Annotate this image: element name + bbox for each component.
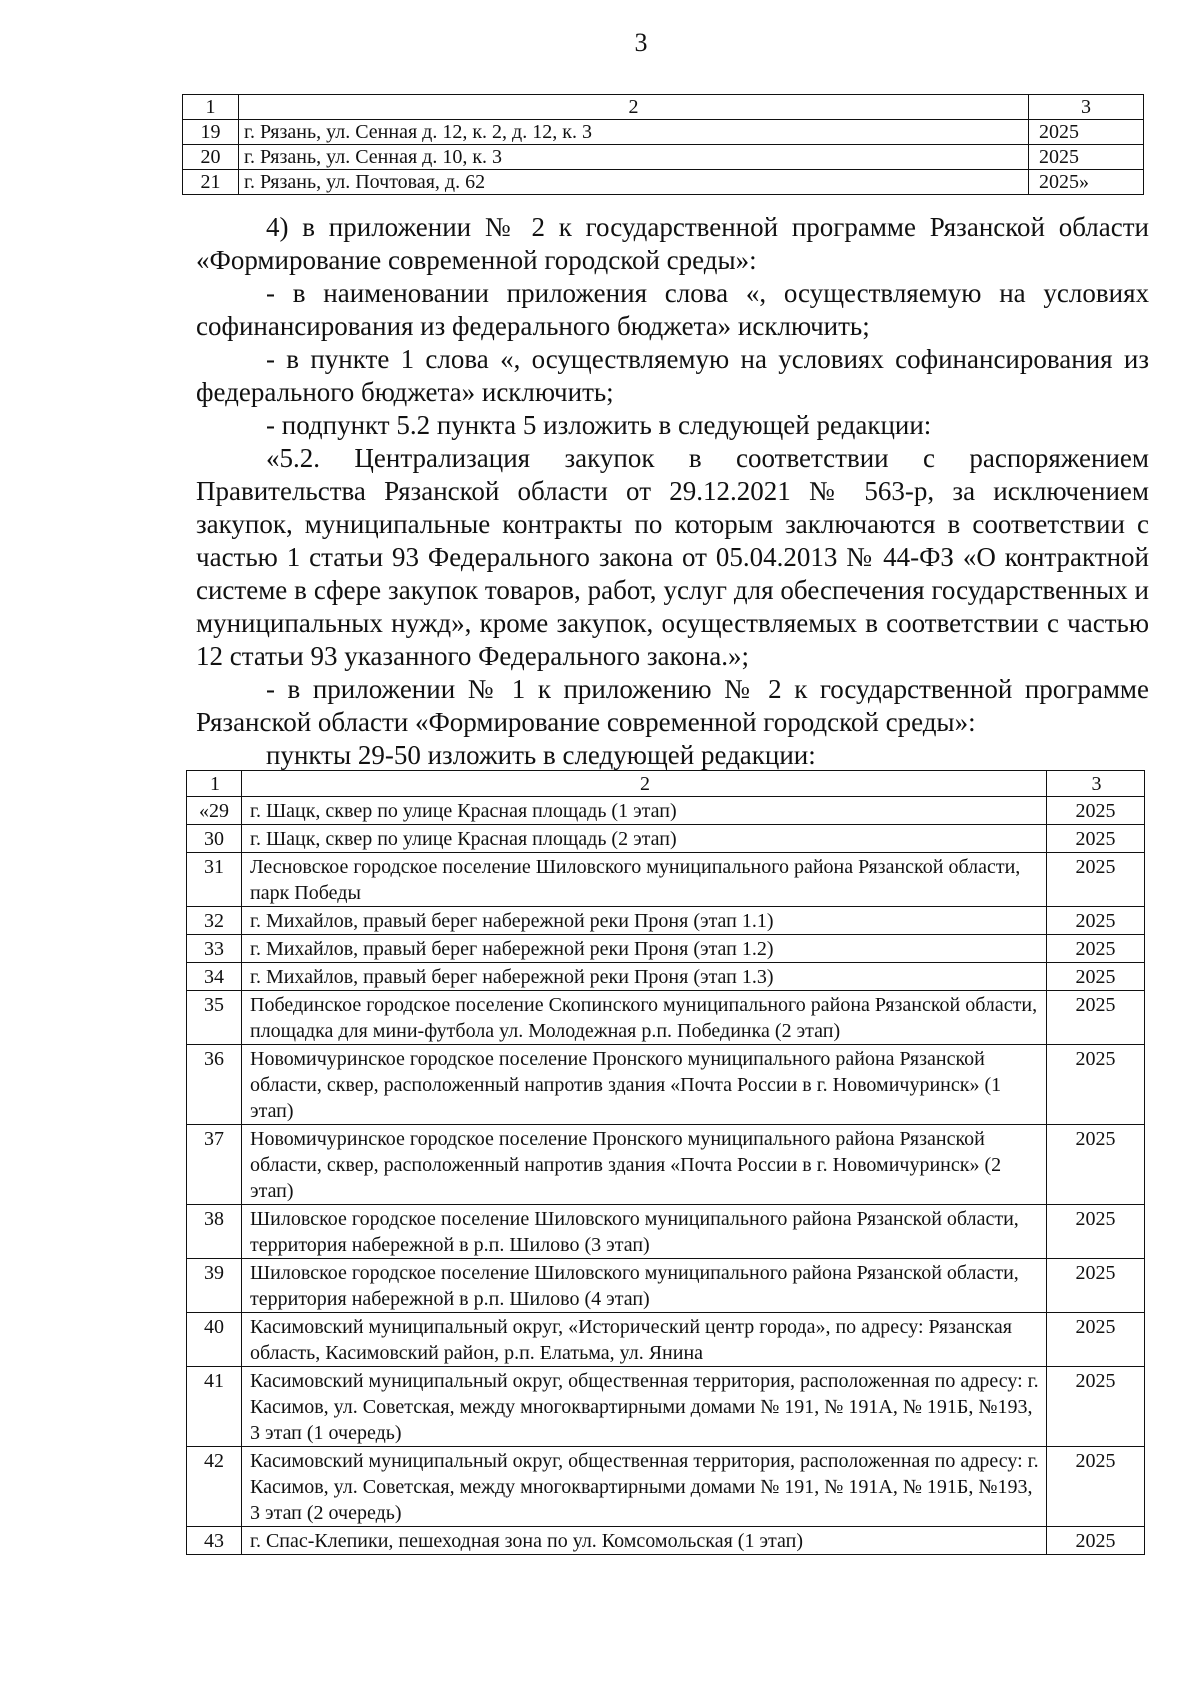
row-text: г. Шацк, сквер по улице Красная площадь (1 этап)	[242, 797, 1047, 825]
table-row	[187, 991, 1145, 1045]
row-text: г. Михайлов, правый берег набережной реки Проня (этап 1.2)	[242, 935, 1047, 963]
row-year: 2025	[1047, 1205, 1145, 1259]
row-year: 2025	[1047, 935, 1145, 963]
table-row	[187, 853, 1145, 907]
row-text: Шиловское городское поселение Шиловского муниципального района Рязанской области, территория набережной в р.п. Шилово (4 этап)	[242, 1259, 1047, 1313]
paragraph: - в пункте 1 слова «, осуществляемую на условиях софинансирования из федерального бюджета» исключить;	[196, 344, 1149, 407]
row-address: г. Рязань, ул. Почтовая, д. 62	[239, 170, 1029, 195]
table-row	[187, 963, 1145, 991]
row-year: 2025	[1047, 1313, 1145, 1367]
objects-table	[186, 770, 1145, 1555]
row-number: 19	[183, 120, 239, 145]
row-text: г. Спас-Клепики, пешеходная зона по ул. Комсомольская (1 этап)	[242, 1527, 1047, 1555]
row-number: 42	[187, 1447, 242, 1527]
body-text	[196, 211, 1149, 772]
row-text: Касимовский муниципальный округ, «Исторический центр города», по адресу: Рязанская область, Касимовский район, р.п. Елатьма, ул. Янина	[242, 1313, 1047, 1367]
table-row	[187, 1447, 1145, 1527]
row-year: 2025	[1047, 1447, 1145, 1527]
table-row	[187, 1527, 1145, 1555]
table-row	[187, 1259, 1145, 1313]
row-number: 35	[187, 991, 242, 1045]
row-year: 2025	[1029, 120, 1144, 145]
header-cell: 2	[239, 95, 1029, 120]
paragraph: - в приложении № 1 к приложению № 2 к государственной программе Рязанской области «Формирование современной городской среды»:	[196, 674, 1149, 737]
row-number: 41	[187, 1367, 242, 1447]
table-header-row	[187, 771, 1145, 797]
table-row	[187, 1125, 1145, 1205]
row-number: 43	[187, 1527, 242, 1555]
row-text: г. Шацк, сквер по улице Красная площадь (2 этап)	[242, 825, 1047, 853]
row-text: Касимовский муниципальный округ, общественная территория, расположенная по адресу: г. Касимов, ул. Советская, между многоквартирными домами № 191, № 191А, № 191Б, №193, 3 этап (1 очередь)	[242, 1367, 1047, 1447]
row-year: 2025	[1047, 825, 1145, 853]
row-text: г. Михайлов, правый берег набережной реки Проня (этап 1.3)	[242, 963, 1047, 991]
row-number: 20	[183, 145, 239, 170]
table-row	[187, 1367, 1145, 1447]
table-row	[187, 935, 1145, 963]
table-row	[183, 145, 1144, 170]
row-number: 33	[187, 935, 242, 963]
table-row	[187, 1205, 1145, 1259]
row-year: 2025	[1047, 853, 1145, 907]
paragraph: «5.2. Централизация закупок в соответствии с распоряжением Правительства Рязанской области от 29.12.2021 № 563-р, за исключением закупок, муниципальные контракты по которым заключаются в соответствии с частью 1 статьи 93 Федерального закона от 05.04.2013 № 44-ФЗ «О контрактной системе в сфере закупок товаров, работ, услуг для обеспечения государственных и муниципальных нужд», кроме закупок, осуществляемых в соответствии с частью 12 статьи 93 указанного Федерального закона.»;	[196, 443, 1149, 671]
row-year: 2025	[1047, 1259, 1145, 1313]
paragraph: 4) в приложении № 2 к государственной программе Рязанской области «Формирование современной городской среды»:	[196, 212, 1149, 275]
row-year: 2025	[1047, 963, 1145, 991]
table-row	[183, 170, 1144, 195]
header-cell: 1	[187, 771, 242, 797]
paragraph: - подпункт 5.2 пункта 5 изложить в следующей редакции:	[266, 410, 932, 440]
row-address: г. Рязань, ул. Сенная д. 12, к. 2, д. 12, к. 3	[239, 120, 1029, 145]
table-row	[187, 825, 1145, 853]
row-text: г. Михайлов, правый берег набережной реки Проня (этап 1.1)	[242, 907, 1047, 935]
table-header-row	[183, 95, 1144, 120]
row-number: 31	[187, 853, 242, 907]
row-text: Новомичуринское городское поселение Пронского муниципального района Рязанской области, сквер, расположенный напротив здания «Почта России в г. Новомичуринск» (2 этап)	[242, 1125, 1047, 1205]
paragraph: - в наименовании приложения слова «, осуществляемую на условиях софинансирования из федерального бюджета» исключить;	[196, 278, 1149, 341]
table-row	[187, 1313, 1145, 1367]
row-year: 2025	[1047, 991, 1145, 1045]
row-address: г. Рязань, ул. Сенная д. 10, к. 3	[239, 145, 1029, 170]
row-number: «29	[187, 797, 242, 825]
row-number: 40	[187, 1313, 242, 1367]
row-number: 21	[183, 170, 239, 195]
row-text: Лесновское городское поселение Шиловского муниципального района Рязанской области, парк Победы	[242, 853, 1047, 907]
row-text: Касимовский муниципальный округ, общественная территория, расположенная по адресу: г. Касимов, ул. Советская, между многоквартирными домами № 191, № 191А, № 191Б, №193, 3 этап (2 очередь)	[242, 1447, 1047, 1527]
row-number: 39	[187, 1259, 242, 1313]
row-number: 34	[187, 963, 242, 991]
table-row	[187, 907, 1145, 935]
header-cell: 3	[1047, 771, 1145, 797]
row-year: 2025	[1047, 1045, 1145, 1125]
row-text: Шиловское городское поселение Шиловского муниципального района Рязанской области, территория набережной в р.п. Шилово (3 этап)	[242, 1205, 1047, 1259]
row-year: 2025	[1047, 797, 1145, 825]
row-number: 37	[187, 1125, 242, 1205]
row-text: Побединское городское поселение Скопинского муниципального района Рязанской области, площадка для мини-футбола ул. Молодежная р.п. Побединка (2 этап)	[242, 991, 1047, 1045]
row-year: 2025	[1047, 1125, 1145, 1205]
addresses-table	[182, 94, 1144, 195]
row-year: 2025	[1047, 907, 1145, 935]
row-text: Новомичуринское городское поселение Пронского муниципального района Рязанской области, сквер, расположенный напротив здания «Почта России в г. Новомичуринск» (1 этап)	[242, 1045, 1047, 1125]
row-number: 36	[187, 1045, 242, 1125]
row-number: 32	[187, 907, 242, 935]
table-row	[187, 797, 1145, 825]
row-year: 2025»	[1029, 170, 1144, 195]
header-cell: 3	[1029, 95, 1144, 120]
row-year: 2025	[1029, 145, 1144, 170]
row-year: 2025	[1047, 1527, 1145, 1555]
header-cell: 2	[242, 771, 1047, 797]
row-number: 30	[187, 825, 242, 853]
header-cell: 1	[183, 95, 239, 120]
paragraph: пункты 29-50 изложить в следующей редакции:	[266, 740, 816, 770]
page-number: 3	[634, 28, 648, 57]
table-row	[187, 1045, 1145, 1125]
row-year: 2025	[1047, 1367, 1145, 1447]
table-row	[183, 120, 1144, 145]
row-number: 38	[187, 1205, 242, 1259]
